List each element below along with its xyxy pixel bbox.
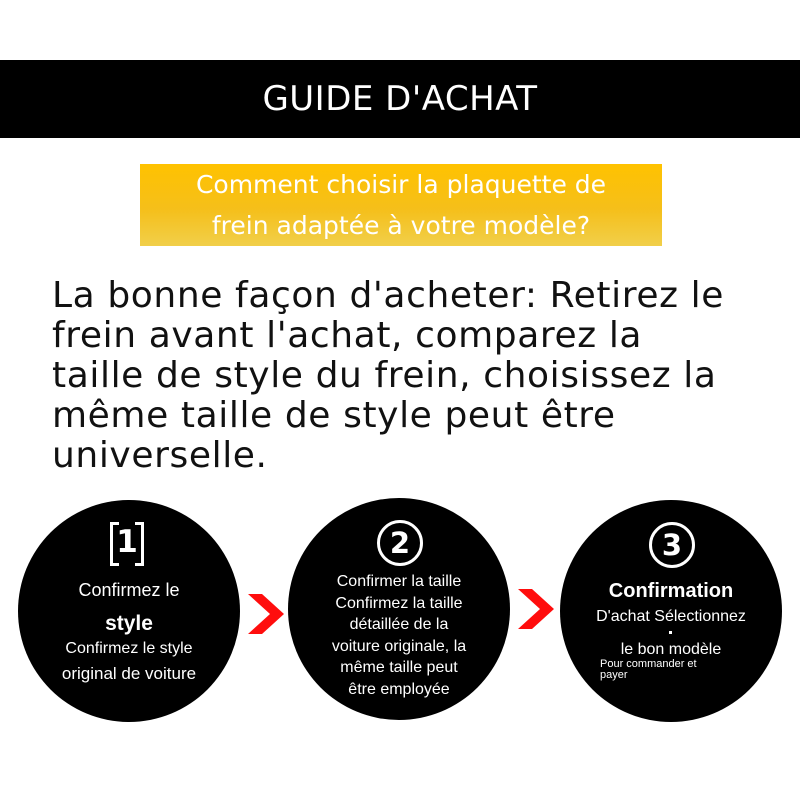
header-bar xyxy=(0,60,800,138)
chevron-right-icon xyxy=(516,587,556,631)
step-3-line: le bon modèle xyxy=(620,641,722,658)
instruction-text xyxy=(52,276,782,476)
chevron-right-icon xyxy=(246,592,286,636)
step-2-circle xyxy=(288,498,510,720)
instruction-line-5: universelle. xyxy=(52,435,268,476)
instruction-line-1: La bonne façon d'acheter: Retirez le xyxy=(52,275,724,316)
step-1-line-3: Confirmez le style xyxy=(65,640,193,657)
step-3-title: Confirmation xyxy=(608,580,734,602)
step-3-circle xyxy=(560,500,782,722)
instruction-line-2: frein avant l'achat, comparez la xyxy=(52,315,643,356)
step-1-line-4: original de voiture xyxy=(61,664,197,683)
step-2-line-1: Confirmer la taille xyxy=(336,573,462,590)
step-2-line-4: voiture originale, la xyxy=(331,638,467,655)
instruction-line-4: même taille de style peut être xyxy=(52,395,616,436)
step-2-line-6: être employée xyxy=(348,681,450,698)
step-3-small-2: payer xyxy=(600,669,628,681)
banner-line-1: Comment choisir la plaquette de xyxy=(195,170,607,199)
step-2-line-2: Confirmez la taille xyxy=(335,595,463,612)
step-1-circle xyxy=(18,500,240,722)
step-3-number: 3 xyxy=(649,522,695,568)
step-1-number: 1 xyxy=(110,522,144,562)
step-1-line-1: Confirmez le xyxy=(78,580,180,600)
step-1-line-2: style xyxy=(105,612,153,635)
page-title: GUIDE D'ACHAT xyxy=(262,79,538,119)
question-banner xyxy=(140,164,662,246)
step-3-dot xyxy=(669,631,672,634)
step-3-small-1: Pour commander et xyxy=(600,658,697,670)
step-2-line-5: même taille peut xyxy=(340,659,458,676)
step-3-subtitle: D'achat Sélectionnez xyxy=(596,608,746,625)
instruction-line-3: taille de style du frein, choisissez la xyxy=(52,355,717,396)
step-2-line-3: détaillée de la xyxy=(349,616,449,633)
step-2-number: 2 xyxy=(377,520,423,566)
banner-line-2: frein adaptée à votre modèle? xyxy=(211,211,591,240)
